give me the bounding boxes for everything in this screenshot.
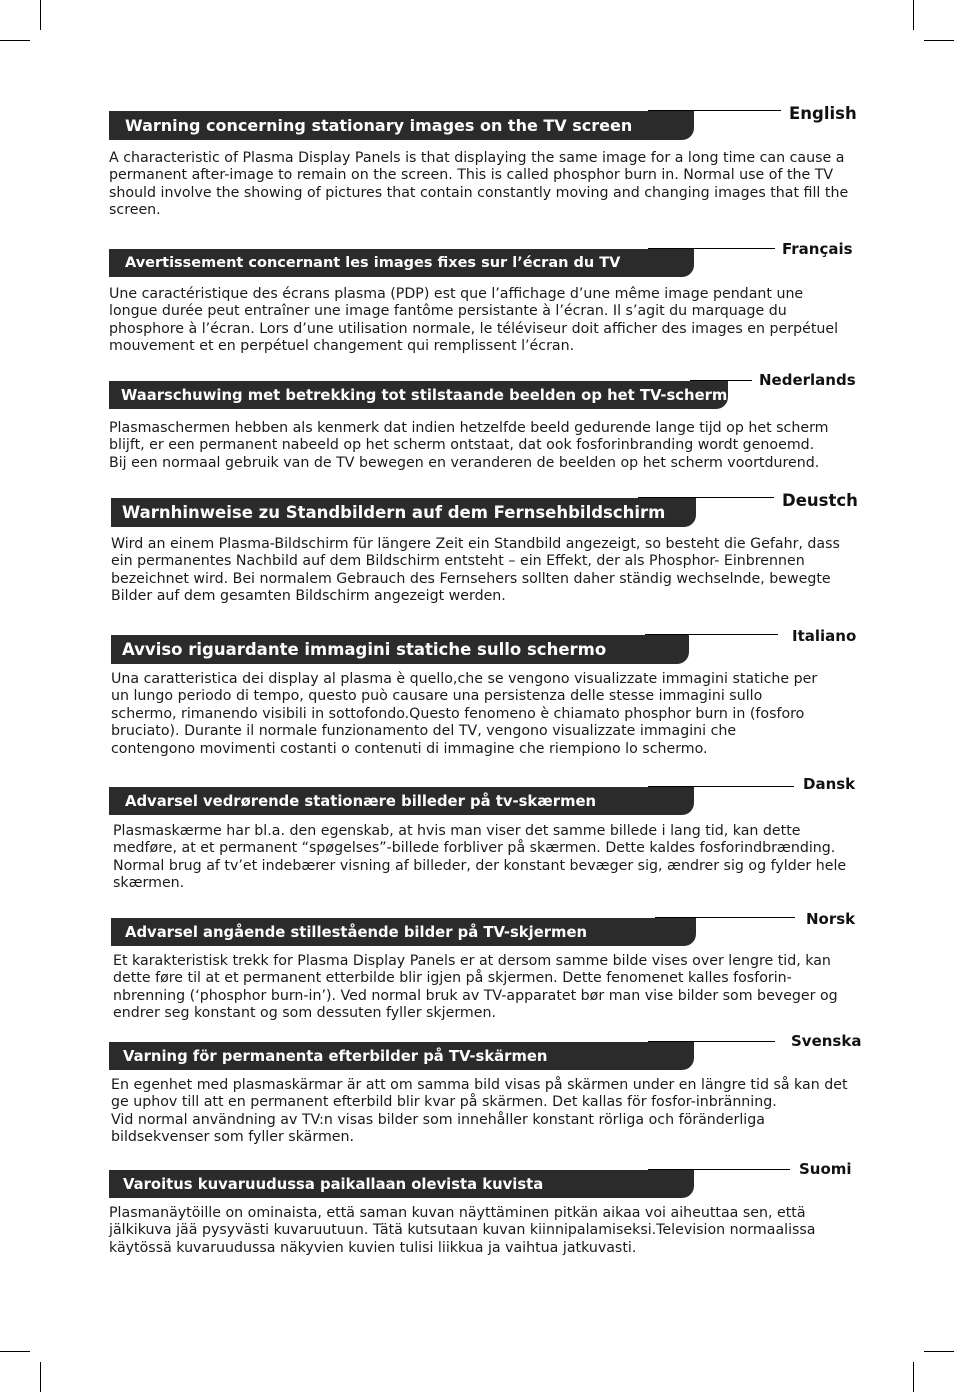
section-body [113, 823, 848, 893]
section-body [111, 671, 823, 758]
paragraph: Wird an einem Plasma-Bildschirm für längere Zeit ein Standbild angezeigt, so besteht die Gefahr, dass ein permanentes Nachbild auf dem Bildschirm entsteht – ein Effekt, der als Phosphor- Einbrennen bezeichnet wird. Bei normalem Gebrauch des Fernsehers sollten daher ständig wechselnde, bewegte Bilder auf dem gesamten Bildschirm angezeigt werden. [111, 536, 840, 605]
crop-mark [40, 1362, 41, 1392]
section-body [111, 1077, 856, 1147]
language-label: English [789, 104, 857, 123]
section-heading: Advarsel vedrørende stationære billeder på tv-skærmen [109, 787, 694, 815]
section-body [109, 1205, 854, 1257]
section-heading: Avviso riguardante immagini statiche sullo schermo [111, 635, 689, 664]
paragraph: Une caractéristique des écrans plasma (PDP) est que l’affichage d’une même image pendant une longue durée peut entraîner une image fantôme persistante à l’écran. Il s’agit du marquage du phosphore à l’écran. Lors d’une utilisation normale, le téléviseur doit afficher des images en perpétuel mouvement et en perpétuel changement qui remplissent l’écran. [109, 286, 839, 355]
paragraph: Plasmaskærme har bl.a. den egenskab, at hvis man viser det samme billede i lang tid, kan dette medføre, at et permanent “spøgelses”-billede forbliver på skærmen. Dette kaldes fosforindbrænding. [113, 823, 836, 857]
crop-mark [0, 40, 30, 41]
language-label: Norsk [806, 910, 856, 928]
crop-mark [0, 1351, 30, 1352]
paragraph: Et karakteristisk trekk for Plasma Display Panels er at dersom samme bilde vises over lengre tid, kan dette føre til at et permanent etterbilde blir igjen på skjermen. Dette fenomenet kalles fosforin- nbrenning (‘phosphor burn-in’). Ved normal bruk av TV-apparatet bør man vise bilder som beveger og endrer seg konstant og som dessuten fyller skjermen. [113, 953, 838, 1022]
paragraph: Plasmanäytöille on ominaista, että saman kuvan näyttäminen pitkän aikaa voi aiheuttaa sen, että jälkikuva jää pysyvästi kuvaruutuun. Tätä kutsutaan kuvan kiinnipalamiseksi.Television normaalissa käytössä kuvaruudussa näkyvien kuvien tulisi liikkua ja vaihtua jatkuvasti. [109, 1205, 816, 1256]
language-label: Svenska [791, 1032, 862, 1050]
section-heading: Varoitus kuvaruudussa paikallaan olevista kuvista [109, 1170, 694, 1198]
section-heading: Avertissement concernant les images fixes sur l’écran du TV [109, 249, 694, 277]
paragraph: Una caratteristica dei display al plasma è quello,che se vengono visualizzate immagini statiche per un lungo periodo di tempo, questo può causare una persistenza delle stesse immagini sullo schermo, rimanendo visibili in sottofondo.Questo fenomeno è chiamato phosphor burn in (fosforo bruciato). Durante il normale funzionamento del TV, vengono visualizzate immagini che contengono movimenti costanti o contenuti di immagine che riempiono lo schermo. [111, 671, 818, 757]
language-label: Deustch [782, 491, 858, 510]
paragraph: Vid normal användning av TV:n visas bilder som innehåller konstant rörliga och föränderliga bildsekvenser som fyller skärmen. [111, 1111, 765, 1146]
crop-mark [40, 0, 41, 30]
section-body [109, 150, 849, 220]
section-body [109, 420, 829, 472]
language-label: Français [782, 240, 853, 258]
language-label: Dansk [803, 775, 856, 793]
paragraph: Bij een normaal gebruik van de TV bewegen en veranderen de beelden op het scherm voortdurend. [109, 454, 820, 471]
paragraph: En egenhet med plasmaskärmar är att om samma bild visas på skärmen under en längre tid så kan det ge uphov till att en permanent efterbild blir kvar på skärmen. Det kallas för fosfor-inbränning. [111, 1077, 848, 1111]
section-body [109, 286, 851, 356]
section-heading: Varning för permanenta efterbilder på TV-skärmen [109, 1042, 694, 1070]
section-body [113, 953, 838, 1023]
section-heading: Warning concerning stationary images on the TV screen [109, 111, 694, 140]
paragraph: Plasmaschermen hebben als kenmerk dat indien hetzelfde beeld gedurende lange tijd op het scherm blijft, er een permanent nabeeld op het scherm ontstaat, dat ook fosforinbranding wordt genoemd. [109, 420, 829, 454]
paragraph: A characteristic of Plasma Display Panels is that displaying the same image for a long time can cause a permanent after-image to remain on the screen. This is called phosphor burn in. Normal use of the TV should involve the showing of pictures that contain constantly moving and changing images that fill the screen. [109, 150, 849, 219]
crop-mark [913, 0, 914, 30]
crop-mark [924, 1351, 954, 1352]
section-body [111, 536, 853, 606]
section-heading: Waarschuwing met betrekking tot stilstaande beelden op het TV-scherm [109, 381, 728, 409]
section-heading: Warnhinweise zu Standbildern auf dem Fernsehbildschirm [111, 498, 696, 527]
crop-mark [924, 40, 954, 41]
language-label: Italiano [792, 627, 857, 645]
language-label: Suomi [799, 1160, 852, 1178]
paragraph: Normal brug af tv’et indebærer visning af billeder, der konstant bevæger sig, ændrer sig og fylder hele skærmen. [113, 857, 847, 892]
language-label: Nederlands [759, 371, 856, 389]
crop-mark [913, 1362, 914, 1392]
section-heading: Advarsel angående stillestående bilder på TV-skjermen [111, 918, 696, 946]
